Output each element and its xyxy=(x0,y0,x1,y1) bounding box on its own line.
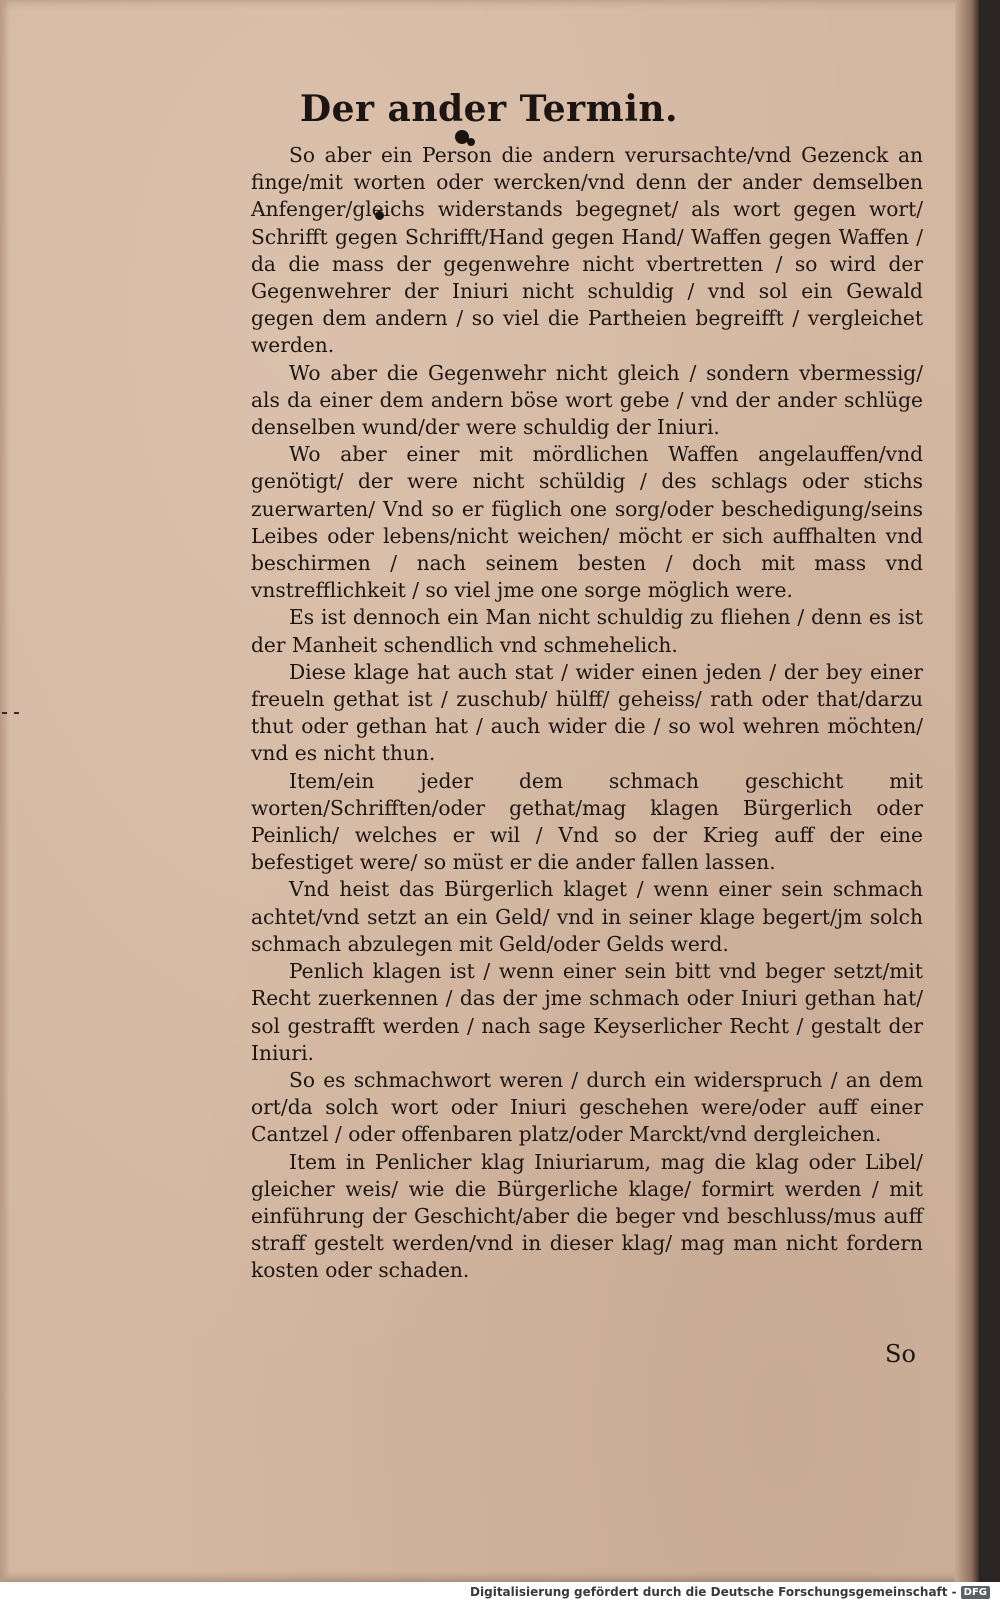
margin-mark xyxy=(2,712,7,714)
paragraph: So aber ein Person die andern verursachte/vnd Gezenck an finge/mit worten oder wercken/vnd denn der ander demselben Anfenger/gleichs widerstands begegnet/ als wort gegen wort/ Schrifft gegen Schrifft/Hand gegen Hand/ Waffen gegen Waffen / da die mass der gegenwehre nicht vbertretten / so wird der Gegenwehrer der Iniuri nicht schuldig / vnd sol ein Gewald gegen dem andern / so viel die Partheien begreifft / vergleichet werden. xyxy=(251,143,923,358)
paragraph: So es schmachwort weren / durch ein widerspruch / an dem ort/da solch wort oder Iniuri geschehen were/oder auff einer Cantzel / oder offenbaren platz/oder Marckt/vnd dergleichen. xyxy=(251,1067,923,1147)
paragraph: Wo aber die Gegenwehr nicht gleich / sondern vbermessig/ als da einer dem andern böse wort gebe / vnd der ander schlüge denselben wund/der were schuldig der Iniuri. xyxy=(251,360,923,440)
paragraph: Diese klage hat auch stat / wider einen jeden / der bey einer freueln gethat ist / zuschub/ hülff/ geheiss/ rath oder that/darzu thut oder gethan hat / auch wider die / so wol wehren möchten/ vnd es nicht thun. xyxy=(251,659,923,766)
dfg-logo-icon: DFG xyxy=(961,1586,990,1599)
paragraph: Item/ein jeder dem schmach geschicht mit worten/Schrifften/oder gethat/mag klagen Bürgerlich oder Peinlich/ welches er wil / Vnd so der Krieg auff der eine befestiget were/ so müst er die ander fallen lassen. xyxy=(251,768,923,875)
paragraph: Vnd heist das Bürgerlich klaget / wenn einer sein schmach achtet/vnd setzt an ein Geld/ vnd in seiner klage begert/jm solch schmach abzulegen mit Geld/oder Gelds werd. xyxy=(251,877,923,956)
paragraph: Wo aber einer mit mördlichen Waffen angelauffen/vnd genötigt/ der were nicht schüldig / des schlags oder stichs zuerwarten/ Vnd so er füglich one sorg/oder beschedigung/seins Leibes oder lebens/nicht weichen/ möcht er sich auffhalten vnd beschirmen / nach seinem besten / doch mit mass vnd vnstrefflichkeit / so viel jme one sorge möglich were. xyxy=(251,442,923,603)
page-left-edge xyxy=(0,0,10,1582)
page-heading: Der ander Termin. xyxy=(299,88,679,130)
paragraph: Item in Penlicher klag Iniuriarum, mag die klag oder Libel/ gleicher weis/ wie die Bürgerliche klage/ formirt werden / mit einführung der Geschicht/aber die beger vnd beschluss/mus auff straff gestelt werden/vnd in dieser klag/ mag man nicht fordern kosten oder schaden. xyxy=(251,1149,923,1283)
footer-credit xyxy=(470,1585,990,1599)
page-body-text xyxy=(251,142,923,1285)
footer-credit-text: Digitalisierung gefördert durch die Deutsche Forschungsgemeinschaft - xyxy=(470,1585,957,1599)
margin-mark xyxy=(14,712,19,714)
paragraph: Penlich klagen ist / wenn einer sein bitt vnd beger setzt/mit Recht zuerkennen / das der jme schmach oder Iniuri gethan hat/ sol gestrafft werden / nach sage Keyserlicher Recht / gestalt der Iniuri. xyxy=(251,959,923,1065)
paragraph: Es ist dennoch ein Man nicht schuldig zu fliehen / denn es ist der Manheit schendlich vnd schmehelich. xyxy=(251,605,923,657)
catchword: So xyxy=(885,1340,916,1368)
page-binding-shadow xyxy=(955,0,979,1582)
